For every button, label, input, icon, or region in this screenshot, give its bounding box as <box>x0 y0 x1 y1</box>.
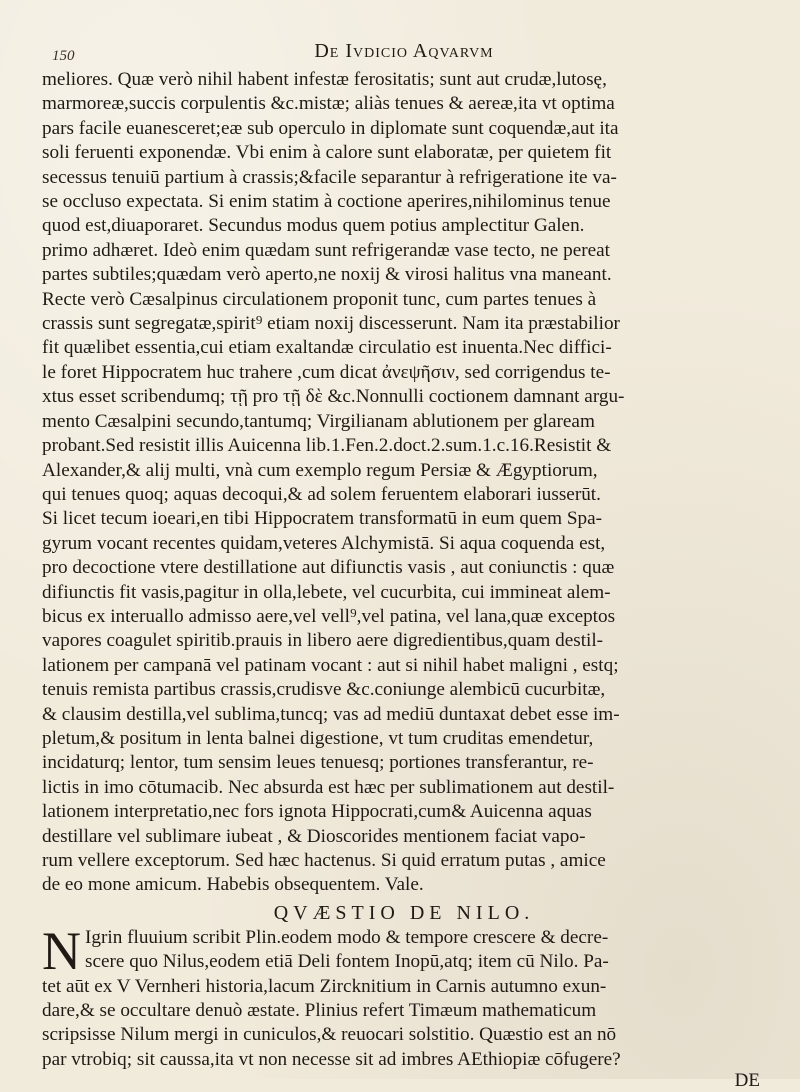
text-line: marmoreæ,succis corpulentis &c.mistæ; aliàs tenues & aereæ,ita vt optima <box>42 93 615 115</box>
text-line: lationem per campanā vel patinam vocant : aut si nihil habet maligni , estq; <box>42 654 619 676</box>
text-line: destillare vel sublimare iubeat , & Dioscorides mentionem faciat vapo- <box>42 825 586 847</box>
text-line: se occluso expectata. Si enim statim à coctione aperires,nihilominus tenue <box>42 191 611 213</box>
text-line: pars facile euanesceret;eæ sub operculo in diplomate sunt coquendæ,aut ita <box>42 117 619 139</box>
text-line: de eo mone amicum. Habebis obsequentem. Vale. <box>42 874 424 896</box>
nile-text-line: par vtrobiq; sit caussa,ita vt non necesse sit ad imbres AEthiopiæ cōfugere? <box>42 1048 621 1070</box>
text-line: vapores coagulet spiritib.prauis in libero aere digredientibus,quam destil- <box>42 630 604 652</box>
text-line: Si licet tecum ioeari,en tibi Hippocratem transformatū in eum quem Spa- <box>42 508 603 530</box>
catchword: DE <box>734 1070 760 1092</box>
text-line: soli feruenti exponendæ. Vbi enim à calore sunt elaboratæ, per quietem fit <box>42 142 612 164</box>
text-line: pro decoctione vtere destillatione aut difiunctis vasis , aut coniunctis : quæ <box>42 557 615 579</box>
text-line: partes subtiles;quædam verò aperto,ne noxij & virosi halitus vna maneant. <box>42 264 612 286</box>
text-line: tenuis remista partibus crassis,crudisve &c.coniunge alembicū cucurbitæ, <box>42 679 606 701</box>
text-line: mento Cæsalpini secundo,tantumq; Virgilianam ablutionem per glaream <box>42 410 595 432</box>
text-line: & clausim destilla,vel sublima,tuncq; vas ad mediū duntaxat debet esse im- <box>42 703 620 725</box>
text-line: meliores. Quæ verò nihil habent infestæ ferositatis; sunt aut crudæ,lutosę, <box>42 69 607 90</box>
text-line: incidaturq; lentor, tum sensim leues tenuesq; portiones transferantur, re- <box>42 752 594 774</box>
text-line: difiunctis fit vasis,pagitur in olla,lebete, vel cucurbita, cui immineat alem- <box>42 581 611 603</box>
text-line: secessus tenuiū partium à crassis;&facile separantur à refrigeratione ite va- <box>42 166 617 188</box>
nile-text-line: Igrin fluuium scribit Plin.eodem modo & tempore crescere & decre- <box>85 926 609 948</box>
nile-paragraph <box>42 920 766 1072</box>
text-line: Recte verò Cæsalpinus circulationem proponit tunc, cum partes tenues à <box>42 288 597 310</box>
text-line: gyrum vocant recentes quidam,veteres Alchymistā. Si aqua coquenda est, <box>42 532 606 554</box>
drop-capital: N <box>42 920 81 981</box>
text-line: qui tenues quoq; aquas decoqui,& ad solem feruentem elaborari iusserūt. <box>42 483 601 505</box>
running-title: De Ivdicio Aqvarvm <box>314 40 494 62</box>
nile-text-line: scere quo Nilus,eodem etiā Deli fontem Inopū,atq; item cū Nilo. Pa- <box>85 951 609 973</box>
text-line: xtus esset scribendumq; τῇ pro τῇ δὲ &c.Nonnulli coctionem damnant argu- <box>42 386 625 408</box>
text-line: probant.Sed resistit illis Auicenna lib.1.Fen.2.doct.2.sum.1.c.16.Resistit & <box>42 435 612 457</box>
text-line: lictis in imo cōtumacib. Nec absurda est hæc per sublimationem aut destil- <box>42 776 615 798</box>
text-line: fit quælibet essentia,cui etiam exaltandæ circulatio est inuenta.Nec diffici- <box>42 337 612 359</box>
text-line: primo adhæret. Ideò enim quædam sunt refrigerandæ vase tecto, ne pereat <box>42 239 610 261</box>
text-line: lationem interpretatio,nec fors ignota Hippocrati,cum& Auicenna aquas <box>42 801 592 823</box>
text-line: bicus ex interuallo admisso aere,vel vell⁹,vel patina, vel lana,quæ exceptos <box>42 605 616 627</box>
text-line: le foret Hippocratem huc trahere ,cum dicat ἀνεψῆσιν, sed corrigendus te- <box>42 361 611 383</box>
section-title: QVÆSTIO DE NILO. <box>273 901 535 924</box>
running-head <box>42 40 766 66</box>
text-line: Alexander,& alij multi, vnà cum exemplo regum Persiæ & Ægyptiorum, <box>42 459 598 481</box>
page-number: 150 <box>52 48 75 64</box>
text-line: pletum,& positum in lenta balnei digestione, vt tum cruditas emendetur, <box>42 727 594 749</box>
main-paragraph <box>42 68 766 898</box>
text-line: rum vellere exceptorum. Sed hæc hactenus. Si quid erratum putas , amice <box>42 850 606 871</box>
nile-text-line: dare,& se occultare denuò æstate. Plinius refert Timæum mathematicum <box>42 1000 597 1022</box>
nile-paragraph-lines <box>42 920 766 1072</box>
nile-text-line: tet aūt ex V Vernheri historia,lacum Zircknitium in Carnis autumno exun- <box>42 975 607 997</box>
text-line: quod est,diuaporaret. Secundus modus quem potius amplectitur Galen. <box>42 215 585 237</box>
text-line: crassis sunt segregatæ,spirit⁹ etiam noxij discesserunt. Nam ita præstabilior <box>42 313 620 335</box>
nile-text-line: scripsisse Nilum mergi in cuniculos,& reuocari solstitio. Quæstio est an nō <box>42 1024 617 1046</box>
